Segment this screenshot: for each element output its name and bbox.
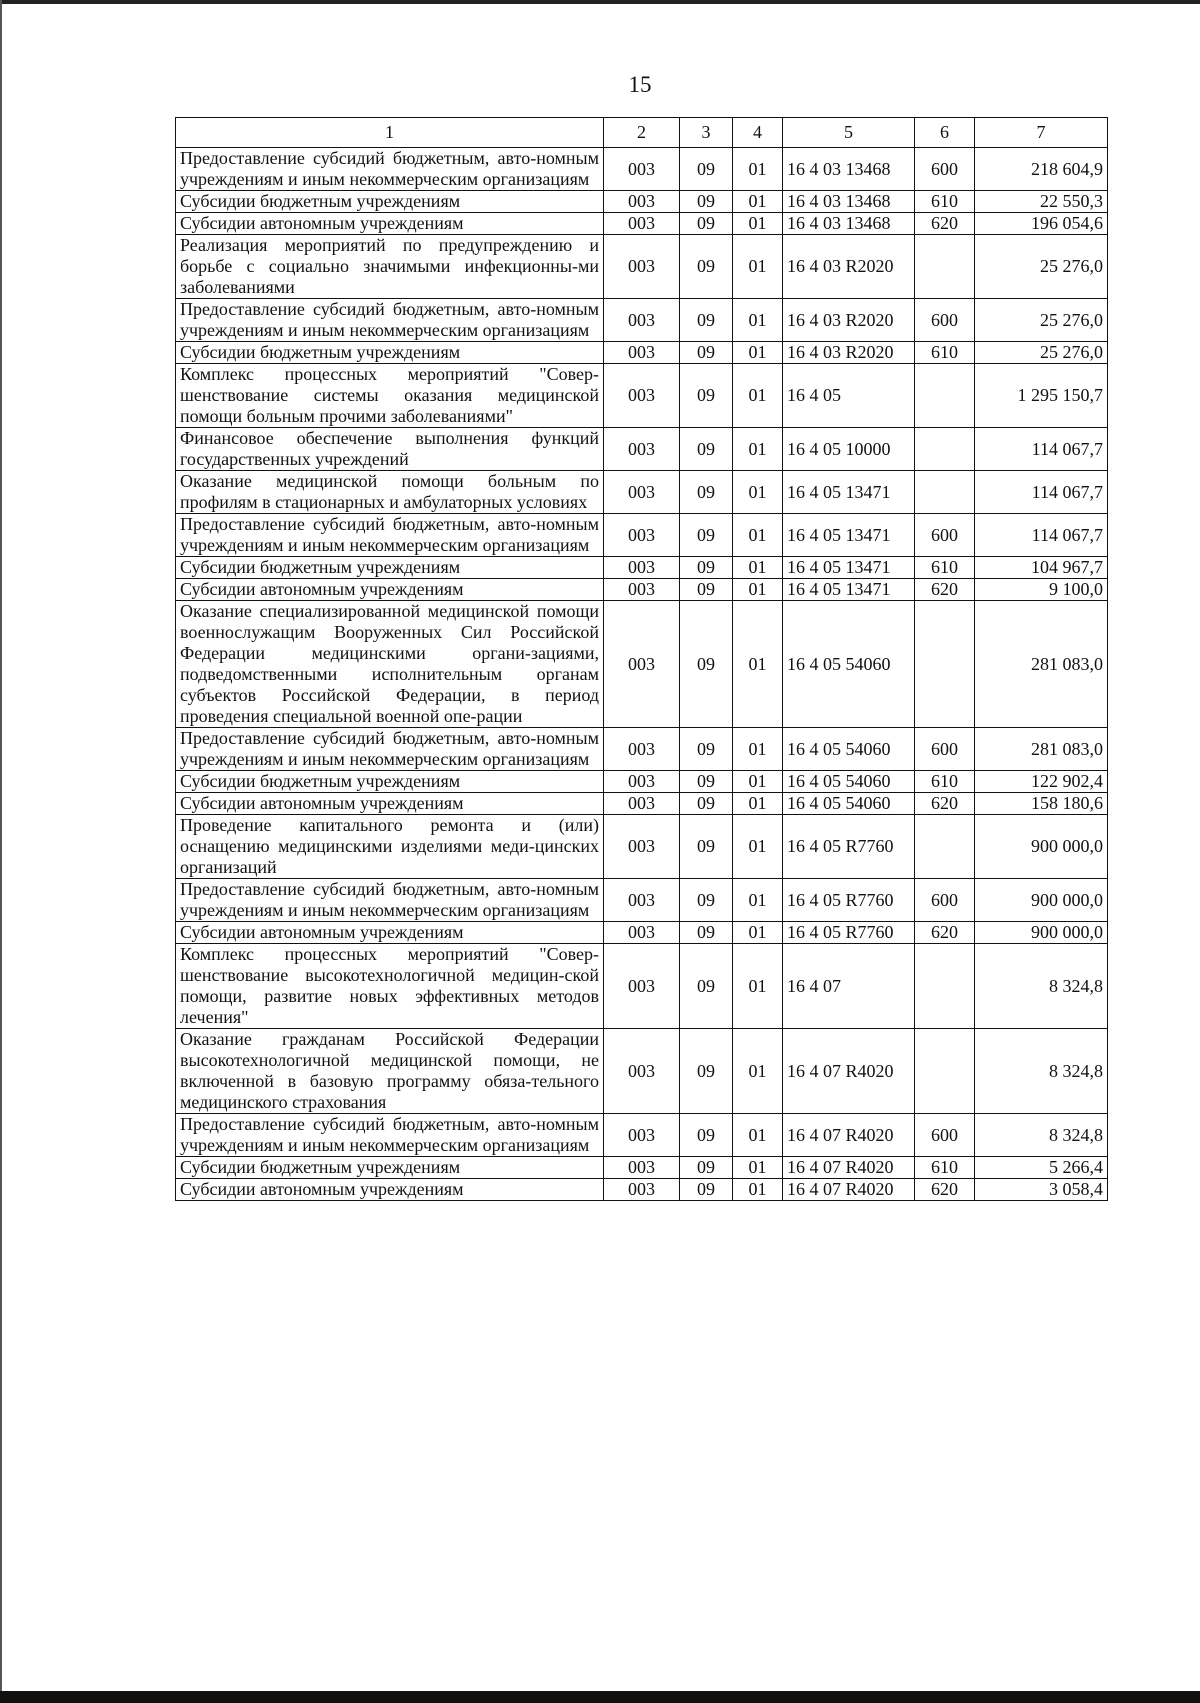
table-row (176, 342, 1108, 364)
left-border (0, 0, 2, 1703)
row-section: 09 (680, 364, 733, 428)
row-name: Субсидии автономным учреждениям (176, 793, 604, 815)
row-subsection: 01 (733, 815, 783, 879)
row-section: 09 (680, 342, 733, 364)
row-ministry-code: 003 (604, 148, 680, 191)
table-row (176, 213, 1108, 235)
row-subsection: 01 (733, 471, 783, 514)
row-amount: 114 067,7 (975, 428, 1108, 471)
row-amount: 900 000,0 (975, 879, 1108, 922)
row-ministry-code: 003 (604, 235, 680, 299)
row-target-article: 16 4 07 (783, 944, 915, 1029)
row-subsection: 01 (733, 1157, 783, 1179)
row-ministry-code: 003 (604, 364, 680, 428)
row-ministry-code: 003 (604, 1179, 680, 1201)
row-subsection: 01 (733, 1029, 783, 1114)
row-target-article: 16 4 05 13471 (783, 557, 915, 579)
row-target-article: 16 4 03 13468 (783, 213, 915, 235)
table-row (176, 471, 1108, 514)
row-expense-type: 620 (915, 1179, 975, 1201)
row-amount: 196 054,6 (975, 213, 1108, 235)
row-subsection: 01 (733, 428, 783, 471)
row-section: 09 (680, 213, 733, 235)
row-expense-type (915, 601, 975, 728)
row-section: 09 (680, 191, 733, 213)
row-section: 09 (680, 1029, 733, 1114)
row-ministry-code: 003 (604, 579, 680, 601)
page-number: 15 (628, 72, 652, 97)
row-amount: 900 000,0 (975, 815, 1108, 879)
row-name: Предоставление субсидий бюджетным, авто-номным учреждениям и иным некоммерческим организациям (176, 148, 604, 191)
header-col-7: 7 (975, 118, 1108, 148)
row-name: Субсидии автономным учреждениям (176, 213, 604, 235)
table-row (176, 428, 1108, 471)
row-amount: 900 000,0 (975, 922, 1108, 944)
row-target-article: 16 4 05 13471 (783, 471, 915, 514)
row-section: 09 (680, 428, 733, 471)
row-name: Субсидии бюджетным учреждениям (176, 771, 604, 793)
row-section: 09 (680, 471, 733, 514)
row-subsection: 01 (733, 1179, 783, 1201)
row-name: Субсидии бюджетным учреждениям (176, 557, 604, 579)
row-subsection: 01 (733, 771, 783, 793)
row-subsection: 01 (733, 557, 783, 579)
row-name: Финансовое обеспечение выполнения функций государственных учреждений (176, 428, 604, 471)
table-row (176, 793, 1108, 815)
row-expense-type: 620 (915, 213, 975, 235)
table-row (176, 771, 1108, 793)
row-target-article: 16 4 03 R2020 (783, 299, 915, 342)
row-name: Предоставление субсидий бюджетным, авто-номным учреждениям и иным некоммерческим организациям (176, 1114, 604, 1157)
row-expense-type: 610 (915, 557, 975, 579)
row-ministry-code: 003 (604, 793, 680, 815)
table-row (176, 1114, 1108, 1157)
row-section: 09 (680, 1157, 733, 1179)
row-section: 09 (680, 601, 733, 728)
row-expense-type (915, 471, 975, 514)
row-expense-type: 600 (915, 1114, 975, 1157)
row-amount: 3 058,4 (975, 1179, 1108, 1201)
row-subsection: 01 (733, 879, 783, 922)
row-subsection: 01 (733, 514, 783, 557)
row-expense-type (915, 815, 975, 879)
row-amount: 8 324,8 (975, 944, 1108, 1029)
row-name: Предоставление субсидий бюджетным, авто-номным учреждениям и иным некоммерческим организациям (176, 879, 604, 922)
row-target-article: 16 4 03 13468 (783, 191, 915, 213)
bottom-border (0, 1691, 1200, 1703)
header-col-6: 6 (915, 118, 975, 148)
row-target-article: 16 4 07 R4020 (783, 1029, 915, 1114)
row-section: 09 (680, 1179, 733, 1201)
row-name: Оказание специализированной медицинской помощи военнослужащим Вооруженных Сил Российской Федерации медицинскими органи-зациями, подведомственными исполнительным органам субъектов Российской Федерации, в период проведения специальной военной опе-рации (176, 601, 604, 728)
row-amount: 9 100,0 (975, 579, 1108, 601)
table-row (176, 1029, 1108, 1114)
header-col-4: 4 (733, 118, 783, 148)
row-ministry-code: 003 (604, 1157, 680, 1179)
top-border (0, 0, 1200, 4)
row-amount: 218 604,9 (975, 148, 1108, 191)
table-row (176, 879, 1108, 922)
row-target-article: 16 4 05 (783, 364, 915, 428)
header-row (176, 118, 1108, 148)
row-expense-type: 600 (915, 514, 975, 557)
table-row (176, 557, 1108, 579)
row-section: 09 (680, 557, 733, 579)
table-row (176, 815, 1108, 879)
row-ministry-code: 003 (604, 557, 680, 579)
row-expense-type: 600 (915, 148, 975, 191)
row-name: Субсидии автономным учреждениям (176, 922, 604, 944)
row-name: Субсидии автономным учреждениям (176, 1179, 604, 1201)
header-col-5: 5 (783, 118, 915, 148)
row-section: 09 (680, 1114, 733, 1157)
row-expense-type (915, 1029, 975, 1114)
row-subsection: 01 (733, 944, 783, 1029)
row-amount: 104 967,7 (975, 557, 1108, 579)
row-section: 09 (680, 879, 733, 922)
row-name: Реализация мероприятий по предупреждению и борьбе с социально значимыми инфекционны-ми заболеваниями (176, 235, 604, 299)
table-row (176, 922, 1108, 944)
row-amount: 1 295 150,7 (975, 364, 1108, 428)
row-name: Предоставление субсидий бюджетным, авто-номным учреждениям и иным некоммерческим организациям (176, 514, 604, 557)
row-subsection: 01 (733, 342, 783, 364)
row-subsection: 01 (733, 1114, 783, 1157)
budget-table (175, 117, 1108, 1201)
row-expense-type (915, 364, 975, 428)
row-name: Субсидии бюджетным учреждениям (176, 191, 604, 213)
row-expense-type: 610 (915, 342, 975, 364)
row-ministry-code: 003 (604, 922, 680, 944)
row-expense-type: 620 (915, 922, 975, 944)
row-amount: 122 902,4 (975, 771, 1108, 793)
row-name: Комплекс процессных мероприятий "Совер-шенствование высокотехнологичной медицин-ской помощи, развитие новых эффективных методов лечения" (176, 944, 604, 1029)
row-section: 09 (680, 793, 733, 815)
table-row (176, 235, 1108, 299)
row-section: 09 (680, 944, 733, 1029)
row-ministry-code: 003 (604, 191, 680, 213)
header-col-1: 1 (176, 118, 604, 148)
row-subsection: 01 (733, 299, 783, 342)
row-target-article: 16 4 05 54060 (783, 601, 915, 728)
row-target-article: 16 4 05 13471 (783, 579, 915, 601)
row-target-article: 16 4 03 R2020 (783, 342, 915, 364)
row-section: 09 (680, 728, 733, 771)
row-expense-type: 600 (915, 299, 975, 342)
row-subsection: 01 (733, 728, 783, 771)
row-ministry-code: 003 (604, 514, 680, 557)
row-ministry-code: 003 (604, 342, 680, 364)
row-section: 09 (680, 514, 733, 557)
table-row (176, 728, 1108, 771)
table-row (176, 148, 1108, 191)
table-row (176, 1179, 1108, 1201)
row-ministry-code: 003 (604, 213, 680, 235)
row-name: Проведение капитального ремонта и (или) оснащению медицинскими изделиями меди-цинских организаций (176, 815, 604, 879)
row-amount: 25 276,0 (975, 342, 1108, 364)
row-amount: 8 324,8 (975, 1029, 1108, 1114)
row-section: 09 (680, 771, 733, 793)
row-expense-type: 610 (915, 1157, 975, 1179)
table-row (176, 1157, 1108, 1179)
row-amount: 281 083,0 (975, 601, 1108, 728)
row-subsection: 01 (733, 191, 783, 213)
row-amount: 22 550,3 (975, 191, 1108, 213)
row-target-article: 16 4 05 R7760 (783, 815, 915, 879)
row-ministry-code: 003 (604, 299, 680, 342)
row-subsection: 01 (733, 364, 783, 428)
row-amount: 281 083,0 (975, 728, 1108, 771)
row-ministry-code: 003 (604, 428, 680, 471)
row-amount: 8 324,8 (975, 1114, 1108, 1157)
row-expense-type: 620 (915, 579, 975, 601)
row-ministry-code: 003 (604, 879, 680, 922)
row-expense-type: 600 (915, 728, 975, 771)
row-amount: 5 266,4 (975, 1157, 1108, 1179)
row-target-article: 16 4 05 54060 (783, 771, 915, 793)
row-target-article: 16 4 07 R4020 (783, 1114, 915, 1157)
row-name: Субсидии бюджетным учреждениям (176, 1157, 604, 1179)
row-subsection: 01 (733, 235, 783, 299)
table-body (176, 148, 1108, 1201)
row-amount: 114 067,7 (975, 514, 1108, 557)
row-target-article: 16 4 05 13471 (783, 514, 915, 557)
row-subsection: 01 (733, 579, 783, 601)
row-target-article: 16 4 05 54060 (783, 793, 915, 815)
header-col-3: 3 (680, 118, 733, 148)
row-name: Субсидии автономным учреждениям (176, 579, 604, 601)
row-name: Субсидии бюджетным учреждениям (176, 342, 604, 364)
table-row (176, 579, 1108, 601)
row-expense-type: 600 (915, 879, 975, 922)
row-target-article: 16 4 07 R4020 (783, 1179, 915, 1201)
row-target-article: 16 4 03 13468 (783, 148, 915, 191)
row-ministry-code: 003 (604, 1029, 680, 1114)
row-subsection: 01 (733, 922, 783, 944)
row-amount: 114 067,7 (975, 471, 1108, 514)
table-row (176, 299, 1108, 342)
row-section: 09 (680, 235, 733, 299)
table-row (176, 191, 1108, 213)
row-ministry-code: 003 (604, 471, 680, 514)
row-subsection: 01 (733, 793, 783, 815)
table-row (176, 514, 1108, 557)
row-name: Оказание медицинской помощи больным по профилям в стационарных и амбулаторных условиях (176, 471, 604, 514)
row-expense-type: 620 (915, 793, 975, 815)
row-amount: 25 276,0 (975, 235, 1108, 299)
row-name: Оказание гражданам Российской Федерации высокотехнологичной медицинской помощи, не включенной в базовую программу обяза-тельного медицинского страхования (176, 1029, 604, 1114)
header-col-2: 2 (604, 118, 680, 148)
table-header (176, 118, 1108, 148)
row-ministry-code: 003 (604, 771, 680, 793)
row-name: Комплекс процессных мероприятий "Совер-шенствование системы оказания медицинской помощи больным прочими заболеваниями" (176, 364, 604, 428)
row-target-article: 16 4 05 R7760 (783, 879, 915, 922)
row-name: Предоставление субсидий бюджетным, авто-номным учреждениям и иным некоммерческим организациям (176, 299, 604, 342)
row-target-article: 16 4 07 R4020 (783, 1157, 915, 1179)
row-amount: 25 276,0 (975, 299, 1108, 342)
row-ministry-code: 003 (604, 601, 680, 728)
row-expense-type: 610 (915, 771, 975, 793)
row-section: 09 (680, 579, 733, 601)
row-target-article: 16 4 05 10000 (783, 428, 915, 471)
row-section: 09 (680, 922, 733, 944)
row-subsection: 01 (733, 213, 783, 235)
row-section: 09 (680, 148, 733, 191)
table-row (176, 601, 1108, 728)
row-ministry-code: 003 (604, 728, 680, 771)
row-expense-type: 610 (915, 191, 975, 213)
row-target-article: 16 4 05 54060 (783, 728, 915, 771)
row-ministry-code: 003 (604, 1114, 680, 1157)
row-subsection: 01 (733, 148, 783, 191)
row-target-article: 16 4 05 R7760 (783, 922, 915, 944)
row-ministry-code: 003 (604, 944, 680, 1029)
table-row (176, 944, 1108, 1029)
row-name: Предоставление субсидий бюджетным, авто-номным учреждениям и иным некоммерческим организациям (176, 728, 604, 771)
row-expense-type (915, 944, 975, 1029)
table-row (176, 364, 1108, 428)
row-section: 09 (680, 815, 733, 879)
row-section: 09 (680, 299, 733, 342)
row-subsection: 01 (733, 601, 783, 728)
row-ministry-code: 003 (604, 815, 680, 879)
row-target-article: 16 4 03 R2020 (783, 235, 915, 299)
row-amount: 158 180,6 (975, 793, 1108, 815)
row-expense-type (915, 235, 975, 299)
row-expense-type (915, 428, 975, 471)
